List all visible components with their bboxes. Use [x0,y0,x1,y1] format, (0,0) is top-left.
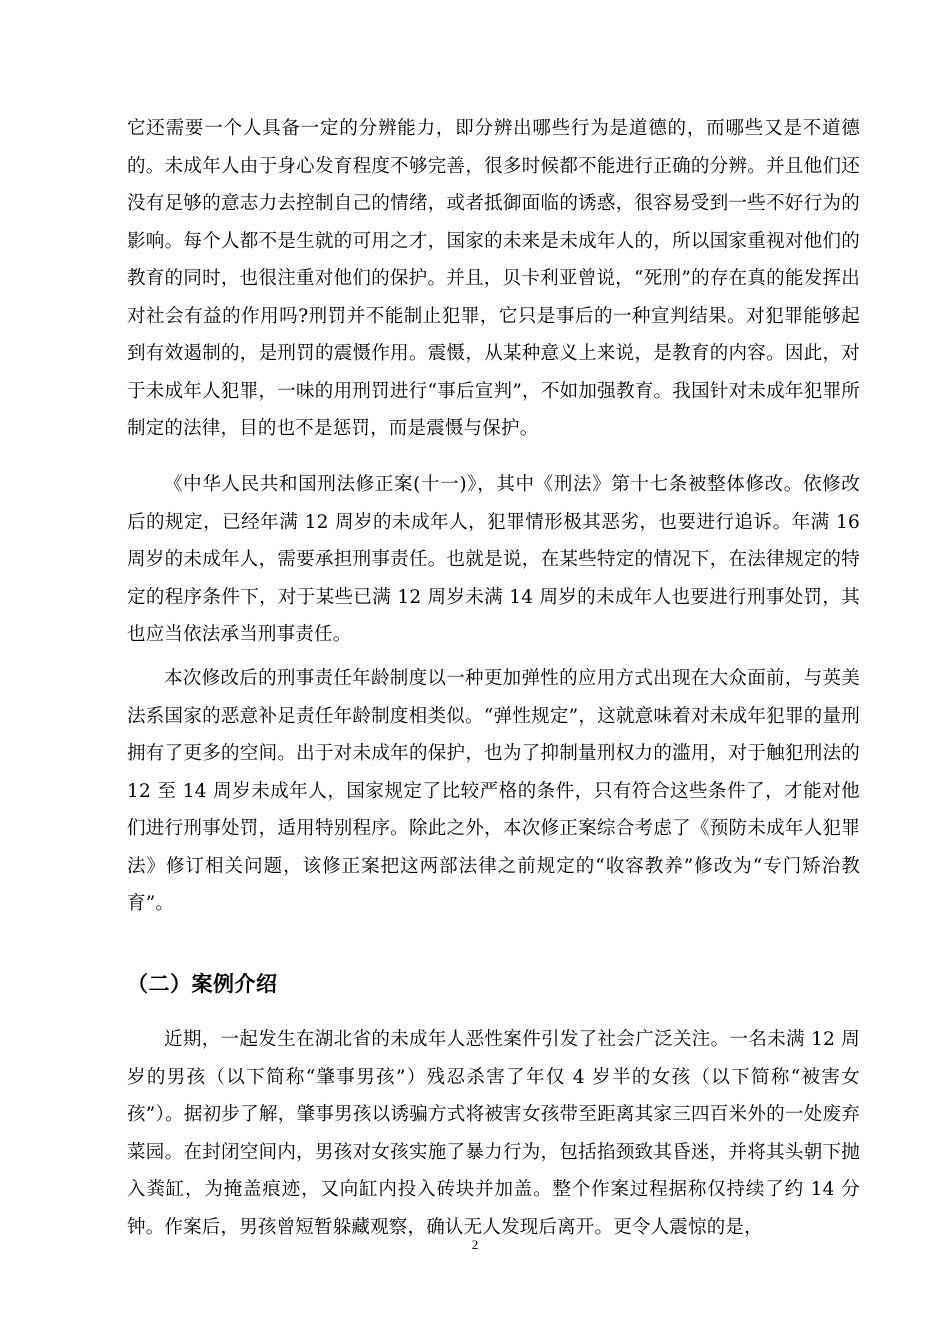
body-paragraph: 《中华人民共和国刑法修正案(十一)》，其中《刑法》第十七条被整体修改。依修改后的规定，已经年满 12 周岁的未成年人，犯罪情形极其恶劣，也要进行追诉。年满 16 周岁的未成年人，需要承担刑事责任。也就是说，在某些特定的情况下，在法律规定的特定的程序条件下，对于某些已满 12 周岁未满 14 周岁的未成年人也要进行刑事处罚，其也应当依法承当刑事责任。 [127,474,860,645]
body-paragraph: 它还需要一个人具备一定的分辨能力，即分辨出哪些行为是道德的，而哪些又是不道德的。未成年人由于身心发育程度不够完善，很多时候都不能进行正确的分辨。并且他们还没有足够的意志力去控制自己的情绪，或者抵御面临的诱惑，很容易受到一些不好行为的影响。每个人都不是生就的可用之才，国家的未来是未成年人的，所以国家重视对他们的教育的同时，也很注重对他们的保护。并且，贝卡利亚曾说，“死刑”的存在真的能发挥出对社会有益的作用吗?刑罚并不能制止犯罪，它只是事后的一种宣判结果。对犯罪能够起到有效遏制的，是刑罚的震慑作用。震慑，从某种意义上来说，是教育的内容。因此，对于未成年人犯罪，一味的用刑罚进行“事后宣判”，不如加强教育。我国针对未成年犯罪所制定的法律，目的也不是惩罚，而是震慑与保护。 [127,118,860,439]
body-paragraph: 本次修改后的刑事责任年龄制度以一种更加弹性的应用方式出现在大众面前，与英美法系国家的恶意补足责任年龄制度相类似。“弹性规定”，这就意味着对未成年犯罪的量刑拥有了更多的空间。出于对未成年的保护，也为了抑制量刑权力的滥用，对于触犯刑法的 12 至 14 周岁未成年人，国家规定了比较严格的条件，只有符合这些条件了，才能对他们进行刑事处罚，适用特别程序。除此之外，本次修正案综合考虑了《预防未成年人犯罪法》修订相关问题，该修正案把这两部法律之前规定的“收容教养”修改为“专门矫治教育”。 [127,668,860,914]
case-paragraph: 近期，一起发生在湖北省的未成年人恶性案件引发了社会广泛关注。一名未满 12 周岁的男孩（以下简称“肇事男孩”）残忍杀害了年仅 4 岁半的女孩（以下简称“被害女孩”）。据初步了解，肇事男孩以诱骗方式将被害女孩带至距离其家三四百米外的一处废弃菜园。在封闭空间内，男孩对女孩实施了暴力行为，包括掐颈致其昏迷，并将其头朝下抛入粪缸，为掩盖痕迹，又向缸内投入砖块并加盖。整个作案过程据称仅持续了约 14 分钟。作案后，男孩曾短暂躲藏观察，确认无人发现后离开。更令人震惊的是， [127,1029,860,1238]
page-number: 2 [471,1237,479,1252]
section-heading: （二）案例介绍 [127,972,278,996]
